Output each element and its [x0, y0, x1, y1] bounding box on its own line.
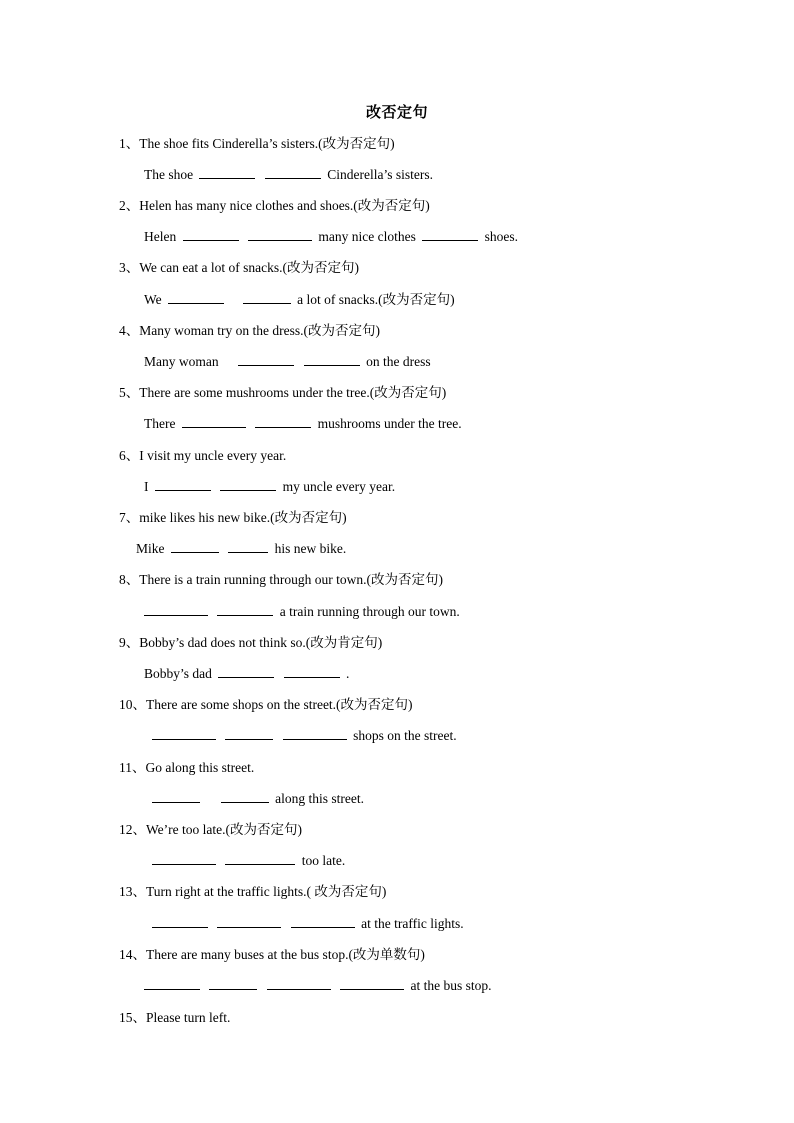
- answer-4: [144, 353, 431, 371]
- answer-blank[interactable]: [152, 915, 208, 928]
- answer-3: [144, 291, 455, 309]
- answer-2-middle: many nice clothes: [318, 229, 416, 244]
- answer-14: [144, 977, 492, 995]
- answer-blank[interactable]: [225, 852, 295, 865]
- answer-8: [144, 603, 460, 621]
- answer-5: [144, 415, 462, 433]
- question-10: 10、There are some shops on the street.(改为否定句): [119, 697, 413, 712]
- answer-blank[interactable]: [283, 727, 347, 740]
- question-2: 2、Helen has many nice clothes and shoes.(改为否定句): [119, 198, 430, 213]
- answer-7-suffix: his new bike.: [274, 541, 347, 556]
- answer-1-prefix: The shoe: [144, 167, 194, 182]
- answer-blank[interactable]: [144, 603, 208, 616]
- answer-blank[interactable]: [199, 166, 255, 179]
- answer-blank[interactable]: [291, 915, 355, 928]
- answer-blank[interactable]: [152, 790, 200, 803]
- answer-blank[interactable]: [304, 353, 360, 366]
- answer-6-prefix: I: [144, 479, 149, 494]
- answer-12-suffix: too late.: [301, 853, 346, 868]
- question-14: 14、There are many buses at the bus stop.(改为单数句): [119, 947, 425, 962]
- answer-13: [152, 915, 464, 933]
- answer-1-suffix: Cinderella’s sisters.: [327, 167, 433, 182]
- answer-blank[interactable]: [255, 415, 311, 428]
- answer-blank[interactable]: [228, 540, 268, 553]
- answer-blank[interactable]: [171, 540, 219, 553]
- answer-9: [144, 665, 349, 683]
- question-8: 8、There is a train running through our town.(改为否定句): [119, 572, 443, 587]
- answer-11: [152, 790, 364, 808]
- answer-6: [144, 478, 395, 496]
- question-5: 5、There are some mushrooms under the tree.(改为否定句): [119, 385, 447, 400]
- answer-blank[interactable]: [152, 852, 216, 865]
- answer-12: [152, 852, 345, 870]
- answer-10: [152, 727, 457, 745]
- question-7: 7、mike likes his new bike.(改为否定句): [119, 510, 347, 525]
- answer-blank[interactable]: [340, 977, 404, 990]
- answer-blank[interactable]: [221, 790, 269, 803]
- answer-5-suffix: mushrooms under the tree.: [317, 416, 462, 431]
- question-9: 9、Bobby’s dad does not think so.(改为肯定句): [119, 635, 383, 650]
- answer-8-suffix: a train running through our town.: [279, 604, 460, 619]
- answer-blank[interactable]: [152, 727, 216, 740]
- question-11: 11、Go along this street.: [119, 760, 255, 775]
- answer-blank[interactable]: [243, 291, 291, 304]
- answer-11-suffix: along this street.: [275, 791, 364, 806]
- answer-7-prefix: Mike: [136, 541, 165, 556]
- question-6: 6、I visit my uncle every year.: [119, 448, 287, 463]
- question-15: 15、Please turn left.: [119, 1010, 231, 1025]
- answer-10-suffix: shops on the street.: [353, 728, 457, 743]
- answer-blank[interactable]: [182, 415, 246, 428]
- answer-blank[interactable]: [422, 228, 478, 241]
- answer-blank[interactable]: [225, 727, 273, 740]
- answer-blank[interactable]: [284, 665, 340, 678]
- answer-9-suffix: .: [346, 666, 350, 681]
- answer-blank[interactable]: [220, 478, 276, 491]
- answer-6-suffix: my uncle every year.: [282, 479, 396, 494]
- answer-9-prefix: Bobby’s dad: [144, 666, 212, 681]
- answer-blank[interactable]: [218, 665, 274, 678]
- answer-blank[interactable]: [217, 603, 273, 616]
- answer-4-prefix: Many woman: [144, 354, 219, 369]
- question-12: 12、We’re too late.(改为否定句): [119, 822, 302, 837]
- answer-2: [144, 228, 518, 246]
- answer-3-suffix: a lot of snacks.(改为否定句): [297, 292, 455, 307]
- answer-4-suffix: on the dress: [366, 354, 431, 369]
- answer-blank[interactable]: [144, 977, 200, 990]
- answer-5-prefix: There: [144, 416, 176, 431]
- question-4: 4、Many woman try on the dress.(改为否定句): [119, 323, 380, 338]
- answer-blank[interactable]: [267, 977, 331, 990]
- answer-blank[interactable]: [155, 478, 211, 491]
- answer-1: [144, 166, 433, 184]
- answer-2-prefix: Helen: [144, 229, 177, 244]
- question-13: 13、Turn right at the traffic lights.( 改为否定句): [119, 884, 387, 899]
- answer-14-suffix: at the bus stop.: [410, 978, 492, 993]
- answer-blank[interactable]: [168, 291, 224, 304]
- question-1: 1、The shoe fits Cinderella’s sisters.(改为否定句): [119, 136, 395, 151]
- question-3: 3、We can eat a lot of snacks.(改为否定句): [119, 260, 359, 275]
- answer-blank[interactable]: [248, 228, 312, 241]
- answer-blank[interactable]: [265, 166, 321, 179]
- answer-blank[interactable]: [238, 353, 294, 366]
- answer-blank[interactable]: [209, 977, 257, 990]
- answer-blank[interactable]: [217, 915, 281, 928]
- answer-7: [136, 540, 346, 558]
- answer-blank[interactable]: [183, 228, 239, 241]
- answer-3-prefix: We: [144, 292, 162, 307]
- answer-13-suffix: at the traffic lights.: [361, 916, 464, 931]
- page-title: 改否定句: [365, 105, 428, 121]
- answer-2-suffix: shoes.: [484, 229, 518, 244]
